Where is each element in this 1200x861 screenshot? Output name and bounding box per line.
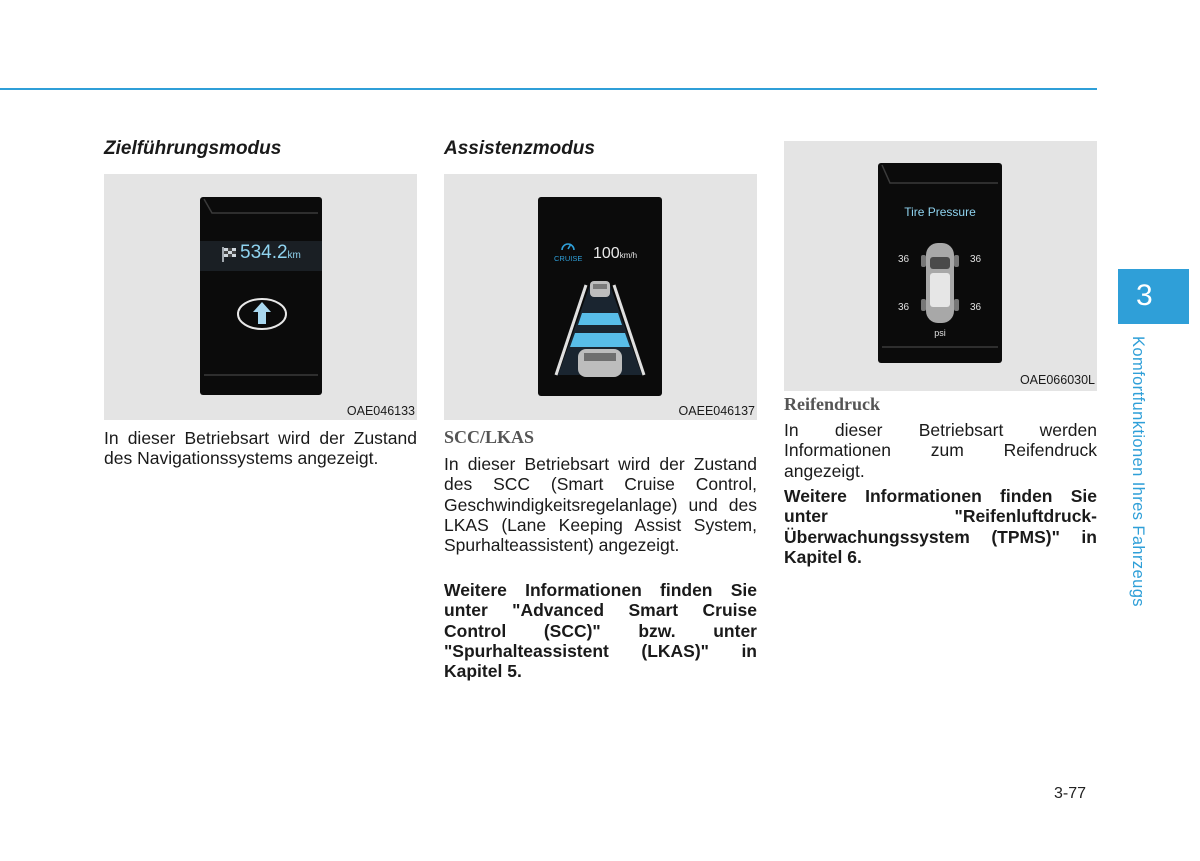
chapter-number: 3 bbox=[1136, 279, 1153, 312]
distance-readout bbox=[240, 242, 301, 264]
figure-assist-display bbox=[444, 174, 757, 420]
figure-tire-pressure-display bbox=[784, 141, 1097, 391]
cruise-control-icon bbox=[560, 239, 576, 253]
screen-frame-lines bbox=[200, 197, 322, 395]
straight-arrow-icon bbox=[236, 297, 288, 331]
pressure-unit: psi bbox=[934, 328, 946, 338]
cluster-screen bbox=[878, 163, 1002, 363]
chapter-tab bbox=[1118, 269, 1189, 324]
section-description: In dieser Betriebsart wird der Zustand des SCC (Smart Cruise Control, Geschwindigkeitsregelanlage) und des LKAS (Lane Keeping Assist System, Spurhalteassistent) angezeigt. bbox=[444, 454, 757, 556]
front-left-pressure: 36 bbox=[898, 254, 910, 265]
cluster-screen bbox=[200, 197, 322, 395]
section-description: In dieser Betriebsart werden Informationen zum Reifendruck angezeigt. bbox=[784, 420, 1097, 481]
reference-note: Weitere Informationen finden Sie unter "Reifenluftdruck-Überwachungssystem (TPMS)" in Kapitel 6. bbox=[784, 486, 1097, 567]
page-number: 3-77 bbox=[1054, 785, 1087, 802]
figure-code: OAE046133 bbox=[346, 404, 415, 418]
reference-note: Weitere Informationen finden Sie unter "Advanced Smart Cruise Control (SCC)" bzw. unter "Spurhalteassistent (LKAS)" in Kapitel 5. bbox=[444, 580, 757, 682]
figure-code: OAEE046137 bbox=[678, 404, 755, 418]
set-speed-readout bbox=[593, 245, 637, 263]
front-right-pressure: 36 bbox=[970, 254, 982, 265]
section-heading: Assistenzmodus bbox=[444, 138, 595, 159]
cruise-label: CRUISE bbox=[554, 254, 583, 263]
subsection-heading: SCC/LKAS bbox=[444, 427, 535, 447]
lane-graphic bbox=[538, 277, 662, 381]
tire-pressure-title: Tire Pressure bbox=[904, 205, 976, 219]
speed-value: 100 bbox=[593, 245, 620, 262]
distance-unit: km bbox=[287, 250, 301, 261]
rear-left-pressure: 36 bbox=[898, 302, 910, 313]
speed-unit: km/h bbox=[619, 251, 638, 260]
cluster-screen bbox=[538, 197, 662, 396]
subsection-heading: Reifendruck bbox=[784, 394, 880, 414]
figure-navigation-display bbox=[104, 174, 417, 420]
car-top-view-icon bbox=[920, 239, 960, 327]
distance-value: 534.2 bbox=[240, 242, 288, 263]
section-heading: Zielführungsmodus bbox=[104, 138, 282, 159]
rear-right-pressure: 36 bbox=[970, 302, 982, 313]
checkered-flag-icon bbox=[220, 245, 238, 263]
chapter-title: Komfortfunktionen Ihres Fahrzeugs bbox=[1129, 336, 1147, 607]
section-description: In dieser Betriebsart wird der Zustand des Navigationssystems angezeigt. bbox=[104, 428, 417, 469]
figure-code: OAE066030L bbox=[1019, 373, 1095, 387]
header-rule bbox=[0, 88, 1097, 90]
